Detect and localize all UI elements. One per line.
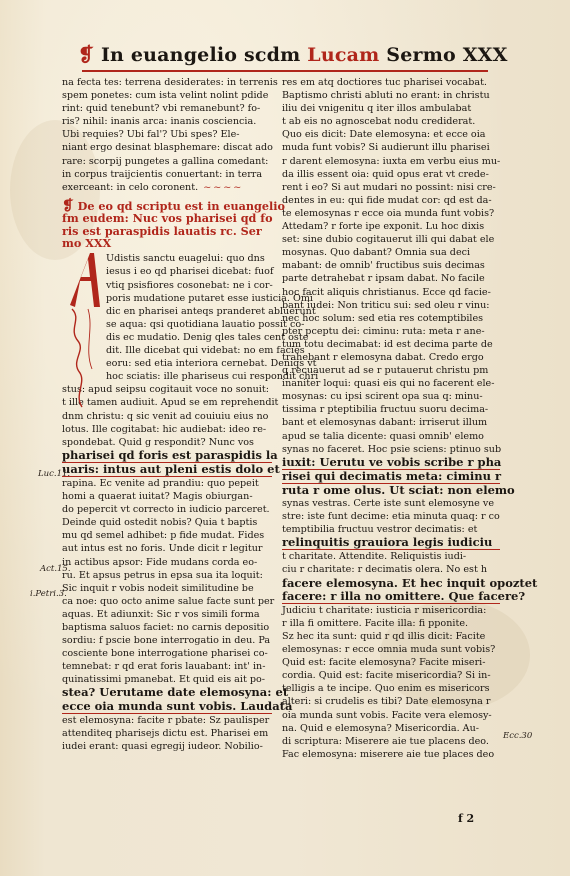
text-line: dentes in eu: qui fide mudat cor: qd est da- xyxy=(282,194,492,206)
text-line: hoc sciatis: ille phariseus cui respondit chri xyxy=(106,371,319,383)
text-line: cosciente bone interrogatione pharisei co- xyxy=(62,648,268,660)
running-header xyxy=(78,44,508,74)
text-line: da illis essent oia: quid opus erat vt crede- xyxy=(282,168,489,180)
text-line: dic en pharisei anteqs pranderet abluerunt xyxy=(106,305,316,317)
margin-reference: Act.15. xyxy=(40,564,71,574)
text-line: ris? nihil: inanis arca: inanis cosciencia. xyxy=(62,116,257,128)
text-line: in actibus apsor: Fide mudans corda eo- xyxy=(62,556,258,568)
text-line: te elemosynas r ecce oia munda funt vobis? xyxy=(282,207,495,219)
text-line: dis ec mudatio. Denig qles tales cent oste xyxy=(106,331,309,343)
text-line-highlight: facere elemosyna. Et hec inquit opoztet xyxy=(282,575,538,590)
text-line: homi a quaerat iuitat? Magis obiurgan- xyxy=(62,491,253,503)
text-line: telligis a te incipe. Quo enim es misericors xyxy=(282,683,490,695)
text-line: iliu dei vnigenitu q iter illos ambulabat xyxy=(282,103,472,115)
text-line: Sz hec ita sunt: quid r qd illis dicit: Facite xyxy=(282,630,486,642)
section-title-line: ris est paraspidis lauatis rc. Ser xyxy=(62,223,262,238)
text-line: ru. Et apsus petrus in epsa sua ita loquit: xyxy=(62,569,263,581)
text-line: di scriptura: Miserere aie tue placens deo. xyxy=(282,735,489,747)
section-title-line: fm eudem: Nuc vos pharisei qd fo xyxy=(62,211,273,226)
text-line: Quo eis dicit: Date elemosyna: et ecce oia xyxy=(282,129,486,141)
text-line: alteri: si crudelis es tibi? Date elemosyna r xyxy=(282,696,491,708)
text-line: set: sine dubio cogitauerut illi qui dabat ele xyxy=(282,234,495,246)
decorated-initial-a xyxy=(64,249,104,409)
text-line: vtiq psisfiores cosonebat: ne i cor- xyxy=(106,279,273,291)
text-line: iesus i eo qd pharisei dicebat: fuof xyxy=(106,266,274,278)
section-title-text: De eo qd scriptu est in euangelio xyxy=(77,198,285,213)
margin-reference: i.Petri.3. xyxy=(30,589,67,599)
text-line: est elemosyna: facite r pbate: Sz paulisper xyxy=(62,714,270,726)
text-line: attenditeq pharisejs dictu est. Pharisei em xyxy=(62,727,269,739)
text-line: cordia. Quid est: facite misericordia? Si in- xyxy=(282,670,491,682)
text-line: dnm christu: q sic venit ad couiuiu eius no xyxy=(62,410,269,422)
text-line: elemosynas: r ecce omnia muda sunt vobis? xyxy=(282,644,496,656)
text-line-highlight: ecce oia munda sunt vobis. Laudata xyxy=(62,698,293,713)
text-line: bant et elemosynas dabant: irriserut illum xyxy=(282,417,488,429)
text-line: ciu r charitate: r decimatis olera. No est h xyxy=(282,564,488,576)
text-line: synas vestras. Certe iste sunt elemosyne ve xyxy=(282,498,495,509)
text-line xyxy=(62,181,272,200)
text-line-highlight: uaris: intus aut pleni estis dolo et xyxy=(62,461,280,476)
text-line: muda funt vobis? Si audierunt illu pharisei xyxy=(282,142,490,154)
text-line: t ab eis no agnoscebat nodu crediderat. xyxy=(282,116,476,128)
margin-reference: Ecc.30 xyxy=(503,731,533,741)
text-line-highlight: pharisei qd foris est paraspidis la xyxy=(62,447,278,462)
text-line: mabant: de omnib' fructibus suis decimas xyxy=(282,260,485,272)
text-line: aquas. Et adiunxit: Sic r vos simili forma xyxy=(62,608,260,620)
text-line: rint: quid tenebunt? vbi remanebunt? fo- xyxy=(62,103,261,115)
text-line: mosynas: cu ipsi scirent opa sua q: minu- xyxy=(282,391,483,403)
text-line: quinatissimi pmanebat. Et quid eis ait po- xyxy=(62,674,266,686)
text-line: mu qd semel adhibet: p fide mudat. Fides xyxy=(62,530,265,542)
text-line: lotus. Ille cogitabat: hic audiebat: ideo re- xyxy=(62,423,267,435)
text-line: Ubi requies? Ubi fal'? Ubi spes? Ele- xyxy=(62,129,240,141)
text-line: Judiciu t charitate: iusticia r misericordia: xyxy=(282,604,487,616)
text-line: iudei erant: quasi egregij iudeor. Nobilio- xyxy=(62,740,263,752)
text-line: parte detrahebat r ipsam dabat. No facile xyxy=(282,273,485,285)
section-title xyxy=(62,197,285,250)
text-line: stus: apud seipsu cogitauit voce no sonuit: xyxy=(62,384,269,396)
header-rule xyxy=(82,70,488,72)
text-line: spondebat. Quid g respondit? Nunc vos xyxy=(62,436,254,448)
text-line: r darent elemosyna: iuxta em verbu eius mu- xyxy=(282,155,501,167)
text-line: synas no faceret. Hoc psie sciens: ptinuo sub xyxy=(282,443,502,455)
text-line: nec hoc solum: sed etia res cotemptibiles xyxy=(282,312,484,324)
text-line-highlight: relinquitis grauiora legis iudiciu xyxy=(282,536,500,550)
left-column xyxy=(62,76,319,753)
text-line-highlight: ruta r ome olus. Ut sciat: non elemo xyxy=(282,482,515,497)
text-line: Baptismo christi abluti no erant: in christu xyxy=(282,90,490,102)
text-line: Quid est: facite elemosyna? Facite miseri- xyxy=(282,657,486,669)
text-line: bant iudei: Non triticu sui: sed oleu r vinu: xyxy=(282,299,490,311)
text-line: poris mudatione putaret esse iusticia. Omi xyxy=(106,292,313,304)
text-line: na fecta tes: terrena desiderates: in terrenis xyxy=(62,77,278,88)
line-filler-ornament: ~~~~ xyxy=(198,181,244,193)
text-line: apud se talia dicente: quasi omnib' elemo xyxy=(282,430,484,442)
text-line: sordiu: f pscie bone interrogatio in deu. Pa xyxy=(62,635,271,647)
text-line: se aqua: qsi quotidiana lauatio possit co- xyxy=(106,318,305,330)
text-line: q recuauerut ad se r putauerut christu pm xyxy=(282,365,489,377)
text-line: Udistis sanctu euagelui: quo dns xyxy=(106,253,265,265)
text-line: tissima r pteptibilia fructuu suoru decima- xyxy=(282,404,489,416)
text-line: do pepercit vt correcto in iudicio parceret. xyxy=(62,504,270,516)
text-line: eoru: sed etia interiora cernebat. Deniqs vt xyxy=(106,358,317,370)
folio-signature: f 2 xyxy=(458,812,475,825)
text-line: t charitate. Attendite. Reliquistis iudi- xyxy=(282,551,467,563)
text-line-highlight: iuxit: Uerutu ve vobis scribe r pha xyxy=(282,454,502,469)
text-line: niant ergo desinat blasphemare: discat ado xyxy=(62,142,273,154)
text-line: res em atq doctiores tuc pharisei vocabat. xyxy=(282,77,487,88)
text-line-highlight: facere: r illa no omittere. Que facere? xyxy=(282,588,526,603)
text-line-highlight: stea? Uerutame date elemosyna: et xyxy=(62,685,289,700)
text-line: Deinde quid ostedit nobis? Quia t baptis xyxy=(62,517,258,529)
section-pilcrow: ❡ xyxy=(62,197,74,214)
text-line: oia munda sunt vobis. Facite vera elemosy- xyxy=(282,709,492,721)
text-line: trahebant r elemosyna dabat. Credo ergo xyxy=(282,351,484,363)
text-line: t ille tamen audiuit. Apud se em reprehendit xyxy=(62,397,279,409)
text-line: rent i eo? Si aut mudari no possint: nisi cre- xyxy=(282,181,496,193)
text-line: ca noe: quo octo anime salue facte sunt per xyxy=(62,595,275,607)
margin-reference: Luc.11. xyxy=(38,469,71,479)
text-line: pter pceptu dei: ciminu: ruta: meta r ane- xyxy=(282,325,485,337)
text-line: baptisma saluos faciet: no carnis depositio xyxy=(62,622,270,633)
text-line: spem ponetes: cum ista velint nolint pdide xyxy=(62,90,269,102)
text-line: tum totu decimabat: id est decima parte de xyxy=(282,338,493,350)
text-line: temnebat: r qd erat foris lauabant: int' in- xyxy=(62,661,266,673)
text-line: mosynas. Quo dabant? Omnia sua deci xyxy=(282,247,471,259)
text-line: rapina. Ec venite ad prandiu: quo pepeit xyxy=(62,477,259,489)
text-line: Attedam? r forte ipe exponit. Lu hoc dixis xyxy=(282,221,485,233)
text-line: inaniter loqui: quasi eis qui no facerent ele- xyxy=(282,378,495,390)
text-line-highlight: risei qui decimatis meta: ciminu r xyxy=(282,468,502,483)
header-title-part3: Sermo XXX xyxy=(386,44,508,66)
text-line: temptibilia fructuu vestror decimatis: et xyxy=(282,524,478,536)
text-line: r illa fi omittere. Facite illa: fi pponite. xyxy=(282,617,469,629)
header-pilcrow: ❡ xyxy=(78,44,95,66)
text-line-content: exerceant: in celo coronent. xyxy=(62,181,199,193)
header-title-part2: Lucam xyxy=(307,44,380,66)
text-line: aut intus est no foris. Unde dicit r legitur xyxy=(62,543,263,555)
text-line: na. Quid e elemosyna? Misericordia. Au- xyxy=(282,722,480,734)
text-line: hoc facit aliquis christianus. Ecce qd facie- xyxy=(282,286,491,298)
text-line: dit. Ille dicebat qui videbat: no em facies xyxy=(106,345,305,357)
text-line: stre: iste funt decime: etia minuta quaq: r co xyxy=(282,511,500,523)
text-line: rare: scorpij pungetes a gallina comedant: xyxy=(62,155,269,167)
text-line: Fac elemosyna: miserere aie tue places deo xyxy=(282,748,495,760)
header-title-part1: In euangelio scdm xyxy=(100,44,301,66)
text-line: in corpus traijcientis conuertant: in terra xyxy=(62,168,263,180)
text-line: Sic inquit r vobis nodeit similitudine be xyxy=(62,582,254,594)
section-title-line: mo XXX xyxy=(62,235,112,250)
